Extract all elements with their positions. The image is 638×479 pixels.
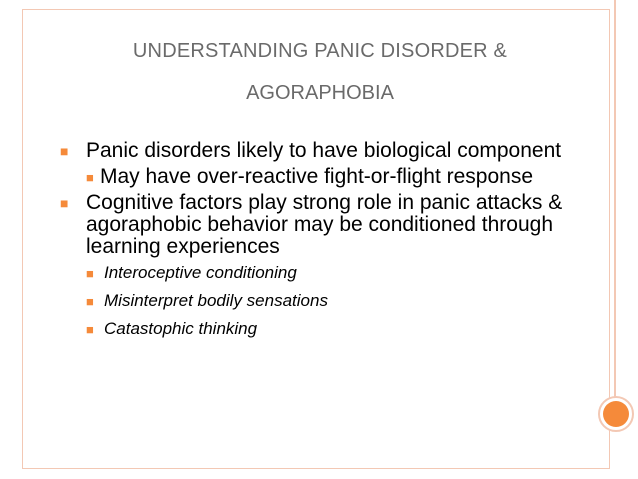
decorative-circle-icon xyxy=(603,401,629,427)
small-square-bullet-icon: ■ xyxy=(86,266,94,281)
bullet-item xyxy=(60,192,580,258)
sub-bullet-item xyxy=(60,318,580,340)
sub-bullet-item xyxy=(60,262,580,284)
bullet-text: Cognitive factors play strong role in panic attacks & agoraphobic behavior may be conditioned through learning experiences xyxy=(86,191,563,258)
decorative-line xyxy=(614,0,616,400)
sub-bullet-item xyxy=(60,290,580,312)
slide-title xyxy=(60,38,580,106)
title-line-1: UNDERSTANDING PANIC DISORDER & xyxy=(132,40,508,62)
small-square-bullet-icon: ■ xyxy=(86,170,94,185)
small-square-bullet-icon: ■ xyxy=(86,294,94,309)
title-line-2: AGORAPHOBIA xyxy=(246,82,394,104)
sub-bullet-text: May have over-reactive fight-or-flight response xyxy=(100,165,534,188)
sub-bullet-item xyxy=(60,166,580,188)
sub-bullet-text: Interoceptive conditioning xyxy=(104,263,297,282)
sub-bullet-text: Misinterpret bodily sensations xyxy=(104,291,328,310)
square-bullet-icon: ■ xyxy=(60,143,69,159)
small-square-bullet-icon: ■ xyxy=(86,322,94,337)
bullet-text: Panic disorders likely to have biological component xyxy=(86,139,562,162)
slide-body xyxy=(60,140,580,346)
square-bullet-icon: ■ xyxy=(60,195,69,211)
sub-bullet-text: Catastophic thinking xyxy=(104,319,258,338)
bullet-item xyxy=(60,140,580,162)
